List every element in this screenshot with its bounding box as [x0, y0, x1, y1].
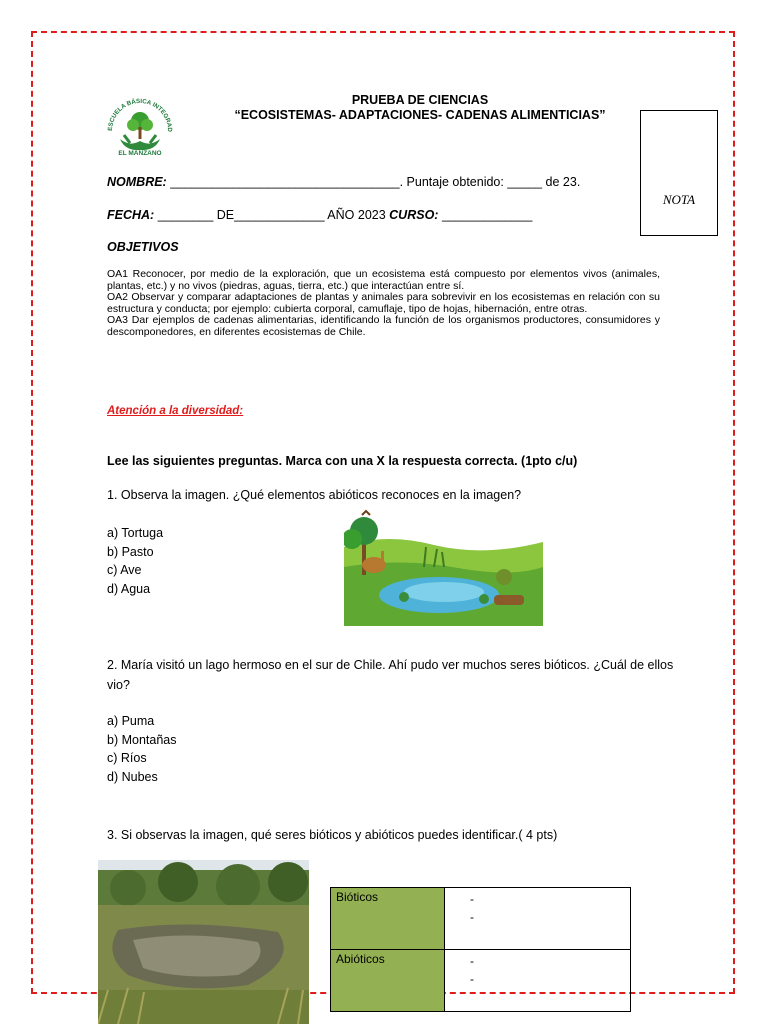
fecha-label: FECHA:: [107, 208, 155, 222]
question-2: 2. María visitó un lago hermoso en el sur de Chile. Ahí pudo ver muchos seres bióticos. ¿Cuál de ellos vio?: [107, 658, 674, 692]
q2-option-c[interactable]: c) Ríos: [107, 751, 147, 765]
q2-option-a[interactable]: a) Puma: [107, 714, 155, 728]
fecha-field[interactable]: ________ DE_____________ AÑO 2023: [154, 208, 390, 222]
q2-option-b[interactable]: b) Montañas: [107, 732, 177, 747]
objetivos-heading: OBJETIVOS: [107, 240, 179, 254]
nombre-row: [107, 175, 580, 189]
wetland-photo: [98, 860, 309, 1024]
ecosystem-illustration: [344, 507, 543, 626]
question-3: 3. Si observas la imagen, qué seres bióticos y abióticos puedes identificar.( 4 pts): [107, 828, 558, 842]
instructions: Lee las siguientes preguntas. Marca con una X la respuesta correcta. (1pto c/u): [107, 454, 578, 468]
fecha-row: [107, 208, 532, 222]
logo-arc-text: ESCUELA BÁSICA INTEGRAD: [106, 97, 174, 133]
q1-option-a[interactable]: a) Tortuga: [107, 526, 164, 540]
q2-options: [107, 712, 176, 786]
abiotic-entry: -: [470, 954, 474, 968]
abiotic-label: Abióticos: [331, 950, 445, 1012]
objective-oa2: OA2 Observar y comparar adaptaciones de plantas y animales para sobrevivir en los ecosistemas en relación con su estructura y conducta; por ejemplo: cubierta corporal, camuflaje, tipo de hojas, hibernación, entre otras.: [107, 291, 660, 315]
biotic-abiotic-table: [330, 887, 631, 1012]
objetivos-text: [107, 269, 660, 338]
biotic-entry: -: [470, 910, 474, 924]
q2-option-d[interactable]: d) Nubes: [107, 769, 158, 784]
curso-field[interactable]: _____________: [438, 208, 533, 222]
objective-oa3: OA3 Dar ejemplos de cadenas alimentarias, identificando la función de los organismos productores, consumidores y descomponedores, en diferentes ecosistemas de Chile.: [107, 314, 660, 338]
page-subtitle: “ECOSISTEMAS- ADAPTACIONES- CADENAS ALIMENTICIAS”: [234, 108, 606, 122]
nota-box: [640, 110, 718, 236]
abiotic-answers[interactable]: [445, 950, 631, 1012]
nota-label: NOTA: [662, 192, 696, 207]
question-1: 1. Observa la imagen. ¿Qué elementos abióticos reconoces en la imagen?: [107, 488, 522, 502]
page-title: PRUEBA DE CIENCIAS: [351, 93, 489, 107]
abiotic-entry: -: [470, 972, 474, 986]
biotic-entry: -: [470, 892, 474, 906]
table-row: [331, 888, 631, 950]
q1-options: [107, 524, 163, 598]
q1-option-c[interactable]: c) Ave: [107, 563, 142, 577]
biotic-label: Bióticos: [331, 888, 445, 950]
curso-label: CURSO:: [389, 208, 439, 222]
table-row: [331, 950, 631, 1012]
logo-caption: EL MANZANO: [118, 150, 162, 157]
atencion-heading: Atención a la diversidad:: [107, 405, 244, 417]
objective-oa1: OA1 Reconocer, por medio de la exploración, que un ecosistema está compuesto por elementos vivos (animales, plantas, etc.) y no vivos (piedras, aguas, tierra, etc.) que interactúan entre sí.: [107, 268, 660, 292]
nombre-label: NOMBRE:: [107, 175, 167, 189]
q1-option-d[interactable]: d) Agua: [107, 581, 151, 596]
nombre-field[interactable]: _________________________________. Puntaje obtenido: _____ de 23.: [166, 175, 581, 189]
q1-option-b[interactable]: b) Pasto: [107, 544, 154, 559]
biotic-answers[interactable]: [445, 888, 631, 950]
